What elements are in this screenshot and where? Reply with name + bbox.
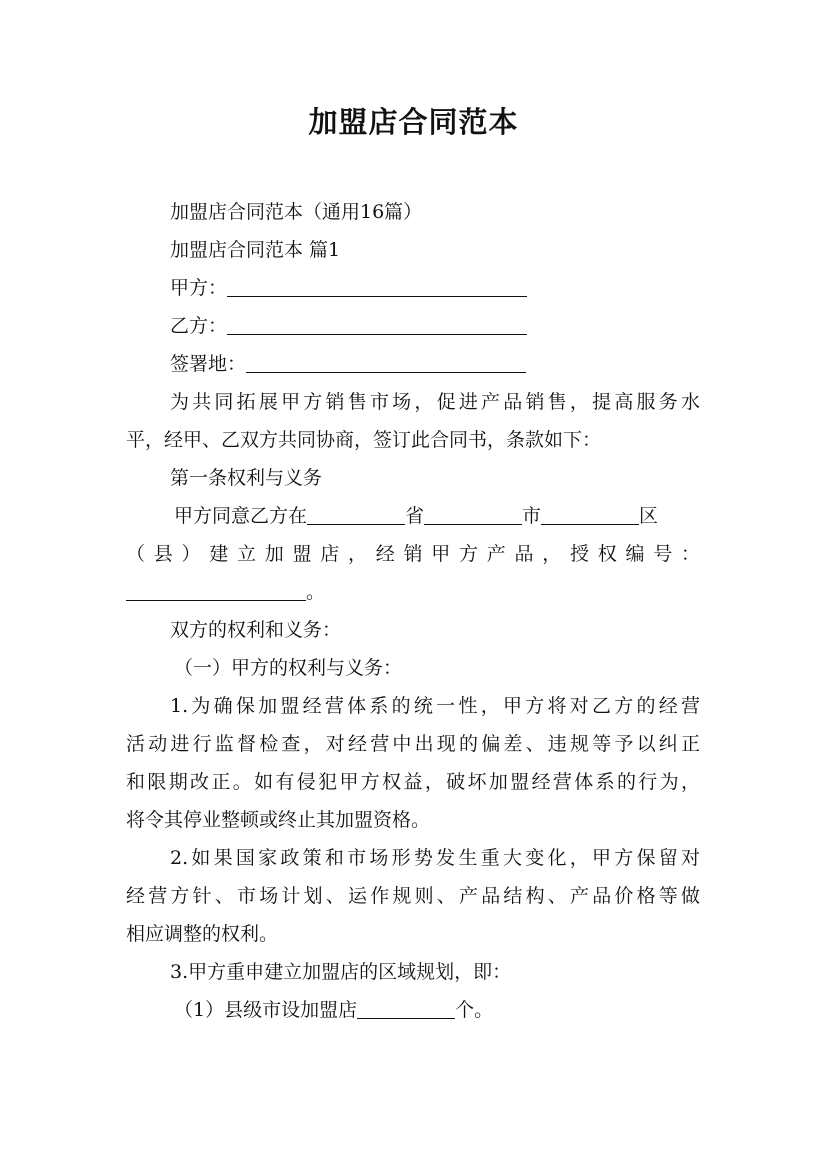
- county-store-count-blank: [357, 998, 455, 1019]
- item-1-line-2: 活动进行监督检查，对经营中出现的偏差、违规等予以纠正: [126, 733, 700, 755]
- part-heading-line: 加盟店合同范本 篇1: [170, 239, 341, 261]
- clause-text-b: 省: [405, 505, 425, 527]
- rights-heading: 双方的权利和义务：: [170, 619, 342, 641]
- party-a-blank: [227, 276, 527, 297]
- party-b-label: 乙方：: [170, 315, 228, 337]
- item-1-line-1: 1.为确保加盟经营体系的统一性，甲方将对乙方的经营: [170, 695, 700, 717]
- intro-line-1: 为共同拓展甲方销售市场，促进产品销售，提高服务水: [170, 391, 700, 413]
- sub-item-1-line: [126, 991, 700, 1029]
- document-title: 加盟店合同范本: [308, 105, 519, 139]
- subtitle-line: 加盟店合同范本（通用16篇）: [170, 201, 423, 223]
- clause-line-2: （县）建立加盟店，经销甲方产品，授权编号：: [126, 543, 700, 565]
- clause-line-1: [126, 497, 700, 535]
- party-a-rights-heading: （一）甲方的权利与义务：: [174, 657, 403, 679]
- item-2-line-1: 2.如果国家政策和市场形势发生重大变化，甲方保留对: [170, 847, 700, 869]
- intro-line-2: 平，经甲、乙双方共同协商，签订此合同书，条款如下：: [126, 429, 602, 451]
- district-blank: [541, 504, 639, 525]
- signing-place-line: [126, 345, 700, 383]
- document-body: [126, 193, 700, 1029]
- authorization-number-blank: [126, 580, 306, 601]
- item-1-line-3: 和限期改正。如有侵犯甲方权益，破坏加盟经营体系的行为，: [126, 771, 700, 793]
- sub-item-1-unit: 个。: [455, 999, 494, 1021]
- sub-item-1-text: （1）县级市设加盟店: [174, 999, 358, 1021]
- city-blank: [424, 504, 522, 525]
- item-2-line-3: 相应调整的权利。: [126, 923, 279, 945]
- party-b-line: [126, 307, 700, 345]
- item-1-line-4: 将令其停业整顿或终止其加盟资格。: [126, 809, 431, 831]
- province-blank: [307, 504, 405, 525]
- signing-place-blank: [246, 352, 526, 373]
- item-3-line-1: 3.甲方重申建立加盟店的区域规划，即：: [170, 961, 512, 983]
- clause-end-mark: 。: [306, 581, 326, 603]
- clause-text-c: 市: [522, 505, 542, 527]
- party-a-line: [126, 269, 700, 307]
- party-b-blank: [227, 314, 527, 335]
- clause-text-d: 区: [639, 505, 659, 527]
- signing-place-label: 签署地：: [170, 353, 247, 375]
- party-a-label: 甲方：: [170, 277, 228, 299]
- clause-text-a: 甲方同意乙方在: [174, 505, 308, 527]
- item-2-line-2: 经营方针、市场计划、运作规则、产品结构、产品价格等做: [126, 885, 700, 907]
- clause-line-3: [126, 573, 700, 611]
- article-1-heading: 第一条权利与义务: [170, 467, 323, 489]
